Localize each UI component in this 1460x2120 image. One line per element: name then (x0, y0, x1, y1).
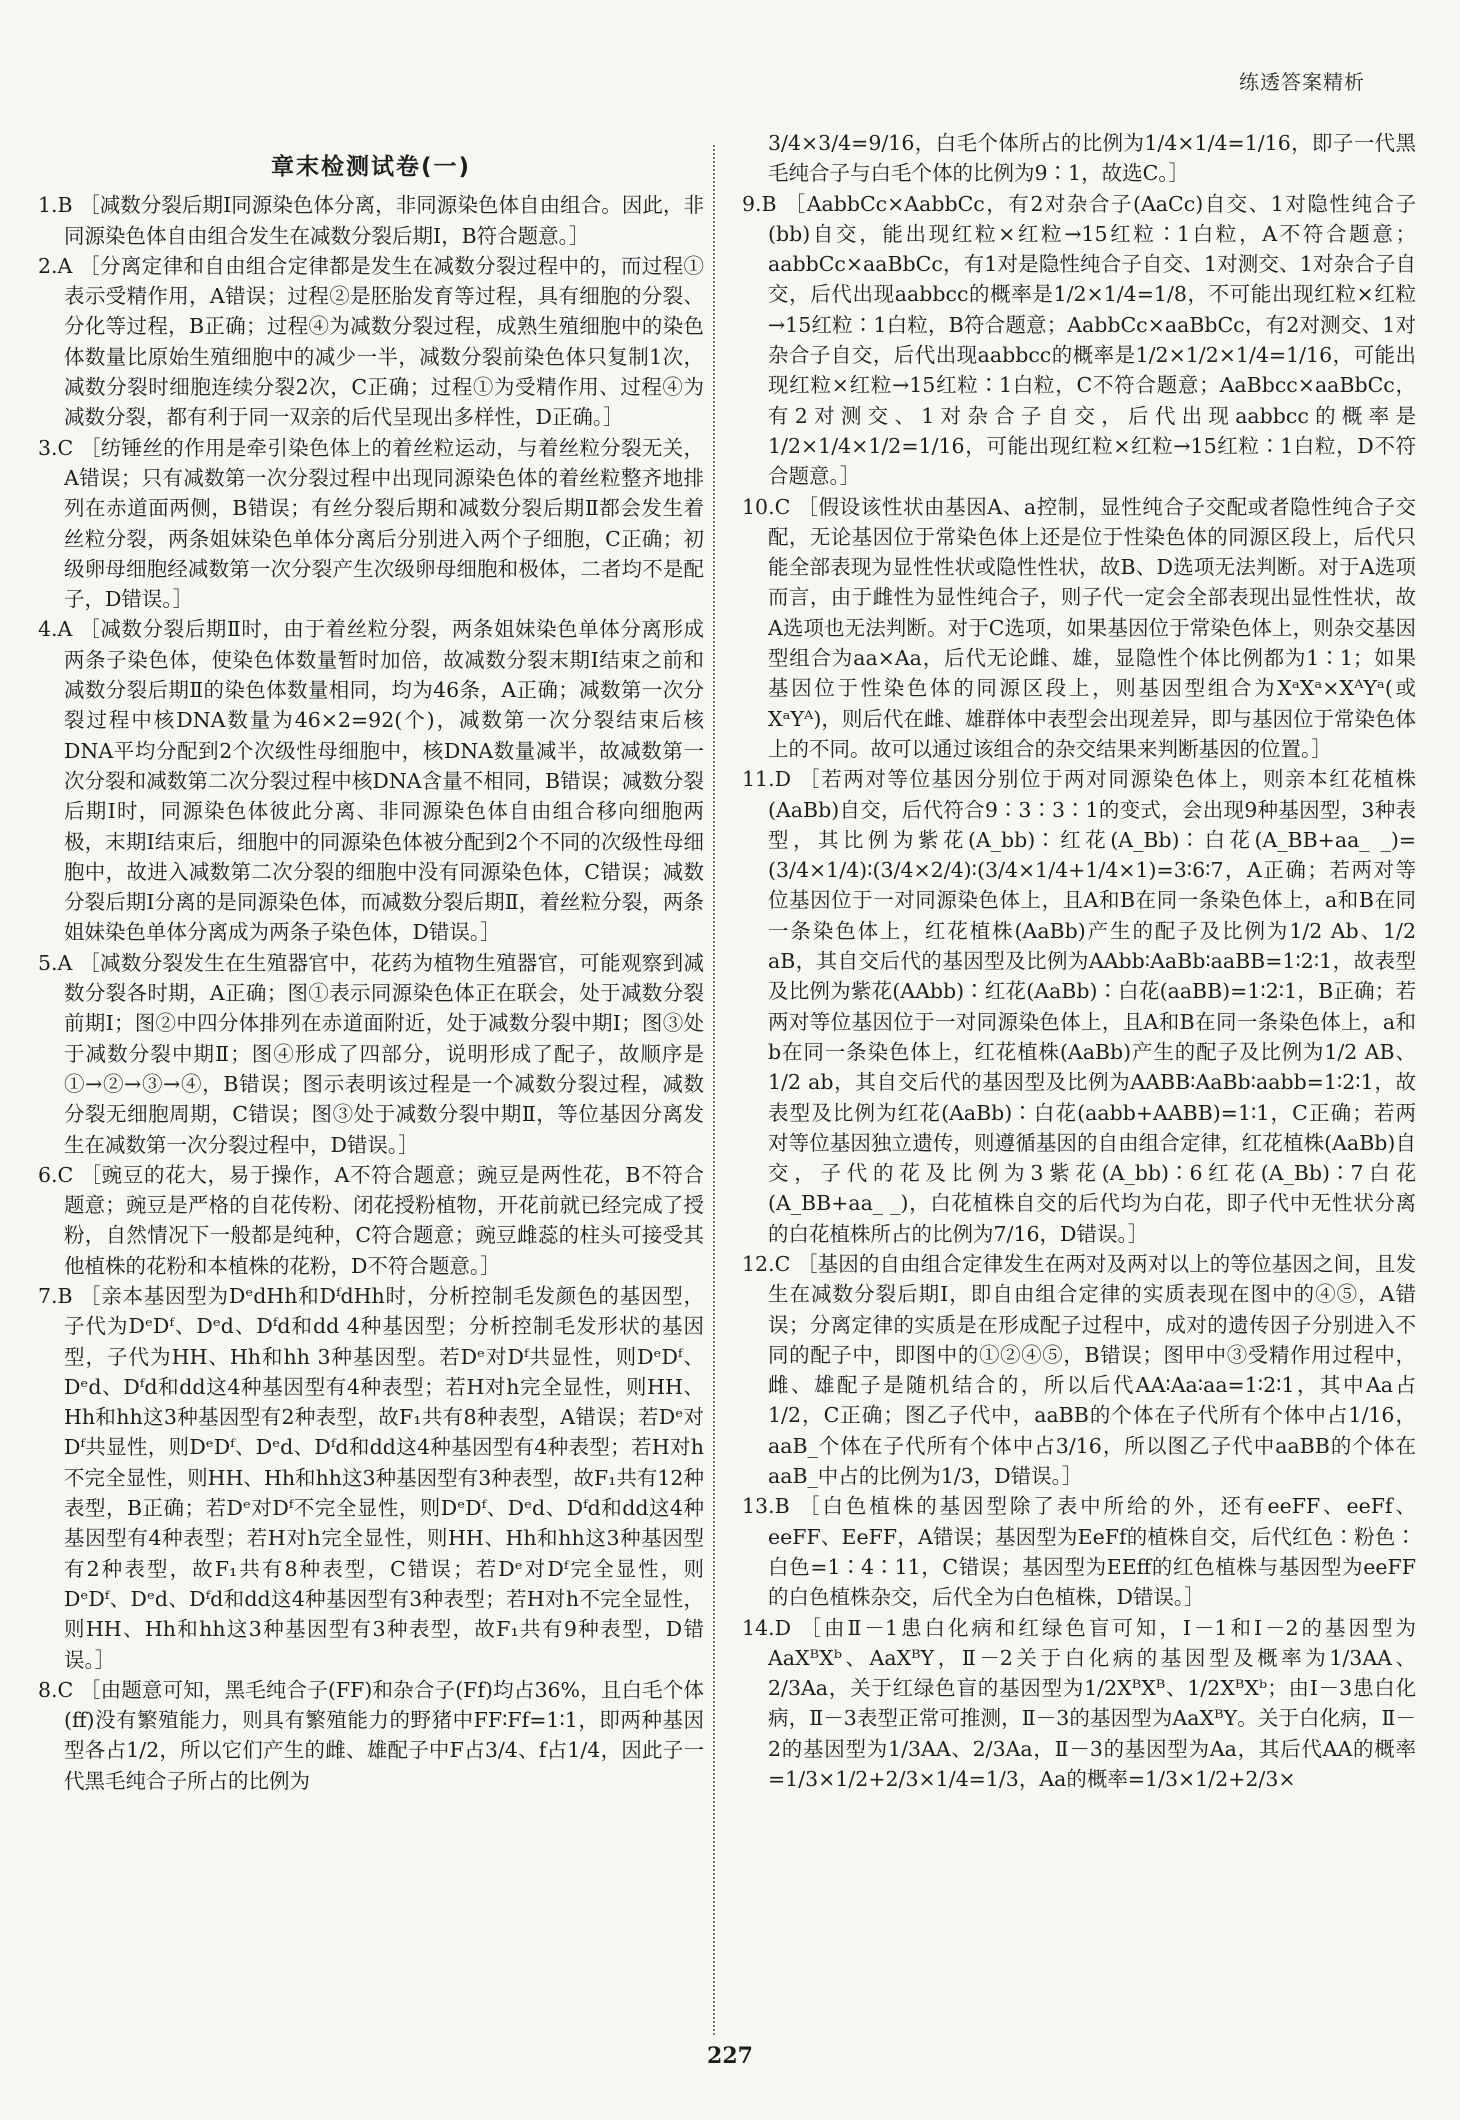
answer-item: 9.B ［AabbCc×AabbCc，有2对杂合子(AaCc)自交、1对隐性纯合子(bb)自交，能出现红粒×红粒→15红粒∶1白粒，A不符合题意；aabbCc×aaBbCc，有1对是隐性纯合子自交、1对测交、1对杂合子自交，后代出现aabbcc的概率是1/2×1/4=1/8，不可能出现红粒×红粒→15红粒∶1白粒，B符合题意；AabbCc×aaBbCc，有2对测交、1对杂合子自交，后代出现aabbcc的概率是1/2×1/2×1/4=1/16，可能出现红粒×红粒→15红粒∶1白粒，C不符合题意；AaBbcc×aaBbCc，有2对测交、1对杂合子自交，后代出现aabbcc的概率是1/2×1/4×1/2=1/16，可能出现红粒×红粒→15红粒∶1白粒，D不符合题意。］ (742, 191, 1416, 489)
answer-item: 5.A ［减数分裂发生在生殖器官中，花药为植物生殖器官，可能观察到减数分裂各时期，A正确；图①表示同源染色体正在联会，处于减数分裂前期Ⅰ；图②中四分体排列在赤道面附近，处于减数分裂中期Ⅰ；图③处于减数分裂中期Ⅱ；图④形成了四部分，说明形成了配子，故顺序是①→②→③→④，B错误；图示表明该过程是一个减数分裂过程，减数分裂无细胞周期，C错误；图③处于减数分裂中期Ⅱ，等位基因分离发生在减数第一次分裂过程中，D错误。］ (38, 950, 704, 1157)
answer-item: 1.B ［减数分裂后期Ⅰ同源染色体分离，非同源染色体自由组合。因此，非同源染色体自由组合发生在减数分裂后期Ⅰ，B符合题意。］ (38, 193, 704, 248)
answer-item: 2.A ［分离定律和自由组合定律都是发生在减数分裂过程中的，而过程①表示受精作用，A错误；过程②是胚胎发育等过程，具有细胞的分裂、分化等过程，B正确；过程④为减数分裂过程，成熟生殖细胞中的染色体数量比原始生殖细胞中的减少一半，减数分裂前染色体只复制1次，减数分裂时细胞连续分裂2次，C正确；过程①为受精作用、过程④为减数分裂，都有利于同一双亲的后代呈现出多样性，D正确。］ (38, 253, 704, 430)
answer-item: 13.B ［白色植株的基因型除了表中所给的外，还有eeFF、eeFf、eeFF、EeFF，A错误；基因型为EeFf的植株自交，后代红色∶粉色∶白色=1∶4∶11，C错误；基因型为EEff的红色植株与基因型为eeFF的白色植株杂交，后代全为白色植株，D错误。］ (742, 1494, 1416, 1610)
answer-item: 3.C ［纺锤丝的作用是牵引染色体上的着丝粒运动，与着丝粒分裂无关，A错误；只有减数第一次分裂过程中出现同源染色体的着丝粒整齐地排列在赤道面两侧，B错误；有丝分裂后期和减数分裂后期Ⅱ都会发生着丝粒分裂，两条姐妹染色单体分离后分别进入两个子细胞，C正确；初级卵母细胞经减数第一次分裂产生次级卵母细胞和极体，二者均不是配子，D错误。］ (38, 435, 704, 612)
column-divider (713, 145, 715, 2035)
answer-item: 4.A ［减数分裂后期Ⅱ时，由于着丝粒分裂，两条姐妹染色单体分离形成两条子染色体，使染色体数量暂时加倍，故减数分裂末期Ⅰ结束之前和减数分裂后期Ⅱ的染色体数量相同，均为46条，A正确；减数第一次分裂过程中核DNA数量为46×2=92(个)，减数第一次分裂结束后核DNA平均分配到2个次级性母细胞中，核DNA数量减半，故减数第一次分裂和减数第二次分裂过程中核DNA含量不相同，B错误；减数分裂后期Ⅰ时，同源染色体彼此分离、非同源染色体自由组合移向细胞两极，末期Ⅰ结束后，细胞中的同源染色体被分配到2个不同的次级性母细胞中，故进入减数第二次分裂的细胞中没有同源染色体，C错误；减数分裂后期Ⅰ分离的是同源染色体，而减数分裂后期Ⅱ，着丝粒分裂，两条姐妹染色单体分离成为两条子染色体，D错误。］ (38, 617, 704, 945)
answer-item: 8.C ［由题意可知，黑毛纯合子(FF)和杂合子(Ff)均占36%，且白毛个体(ff)没有繁殖能力，则具有繁殖能力的野猪中FF∶Ff=1∶1，即两种基因型各占1/2，所以它们产生的雌、雄配子中F占3/4、f占1/4，因此子一代黑毛纯合子所占的比例为 (38, 1677, 704, 1793)
answer-item: 11.D ［若两对等位基因分别位于两对同源染色体上，则亲本红花植株(AaBb)自交，后代符合9∶3∶3∶1的变式，会出现9种基因型，3种表型，其比例为紫花(A_bb)∶红花(A_Bb)∶白花(A_BB+aa_ _)=(3/4×1/4)∶(3/4×2/4)∶(3/4×1/4+1/4×1)=3∶6∶7，A正确；若两对等位基因位于一对同源染色体上，且A和B在同一条染色体上，a和B在同一条染色体上，红花植株(AaBb)产生的配子及比例为1/2 Ab、1/2 aB，其自交后代的基因型及比例为AAbb∶AaBb∶aaBB=1∶2∶1，故表型及比例为紫花(AAbb)∶红花(AaBb)∶白花(aaBB)=1∶2∶1，B正确；若两对等位基因位于一对同源染色体上，且A和B在同一条染色体上，a和b在同一条染色体上，红花植株(AaBb)产生的配子及比例为1/2 AB、1/2 ab，其自交后代的基因型及比例为AABB∶AaBb∶aabb=1∶2∶1，故表型及比例为红花(AaBb)∶白花(aabb+AABB)=1∶1，C正确；若两对等位基因独立遗传，则遵循基因的自由组合定律，红花植株(AaBb)自交，子代的花及比例为3紫花(A_bb)∶6红花(A_Bb)∶7白花(A_BB+aa_ _)，白花植株自交的后代均为白花，即子代中无性状分离的白花植株所占的比例为7/16，D错误。］ (742, 767, 1416, 1246)
right-column (742, 128, 1416, 2040)
page-number: 227 (707, 2043, 753, 2069)
left-column (38, 150, 704, 2040)
answer-item: 12.C ［基因的自由组合定律发生在两对及两对以上的等位基因之间，且发生在减数分裂后期Ⅰ，即自由组合定律的实质表现在图中的④⑤，A错误；分离定律的实质是在形成配子过程中，成对的遗传因子分别进入不同的配子中，即图中的①②④⑤，B错误；图甲中③受精作用过程中，雌、雄配子是随机结合的，所以后代AA∶Aa∶aa=1∶2∶1，其中Aa占1/2，C正确；图乙子代中，aaBB的个体在子代所有个体中占1/16，aaB_个体在子代所有个体中占3/16，所以图乙子代中aaBB的个体在aaB_中占的比例为1/3，D错误。］ (742, 1251, 1416, 1489)
answer-item: 7.B ［亲本基因型为DᵉdHh和DᶠdHh时，分析控制毛发颜色的基因型，子代为DᵉDᶠ、Dᵉd、Dᶠd和dd 4种基因型；分析控制毛发形状的基因型，子代为HH、Hh和hh 3种基因型。若Dᵉ对Dᶠ共显性，则DᵉDᶠ、Dᵉd、Dᶠd和dd这4种基因型有4种表型；若H对h完全显性，则HH、Hh和hh这3种基因型有2种表型，故F₁共有8种表型，A错误；若Dᵉ对Dᶠ共显性，则DᵉDᶠ、Dᵉd、Dᶠd和dd这4种基因型有4种表型；若H对h不完全显性，则HH、Hh和hh这3种基因型有3种表型，故F₁共有12种表型，B正确；若Dᵉ对Dᶠ不完全显性，则DᵉDᶠ、Dᵉd、Dᶠd和dd这4种基因型有4种表型；若H对h完全显性，则HH、Hh和hh这3种基因型有2种表型，故F₁共有8种表型，C错误；若Dᵉ对Dᶠ完全显性，则DᵉDᶠ、Dᵉd、Dᶠd和dd这4种基因型有3种表型；若H对h不完全显性，则HH、Hh和hh这3种基因型有3种表型，故F₁共有9种表型，D错误。］ (38, 1283, 704, 1672)
answer-item: 14.D ［由Ⅱ－1患白化病和红绿色盲可知，Ⅰ－1和Ⅰ－2的基因型为AaXᴮXᵇ、AaXᴮY，Ⅱ－2关于白化病的基因型及概率为1/3AA、2/3Aa，关于红绿色盲的基因型为1/2XᴮXᴮ、1/2XᴮXᵇ；由Ⅰ－3患白化病，Ⅱ－3表型正常可推测，Ⅱ－3的基因型为AaXᴮY。关于白化病，Ⅱ－2的基因型为1/3AA、2/3Aa，Ⅱ－3的基因型为Aa，其后代AA的概率=1/3×1/2+2/3×1/4=1/3，Aa的概率=1/3×1/2+2/3× (742, 1615, 1416, 1792)
answer-item: 10.C ［假设该性状由基因A、a控制，显性纯合子交配或者隐性纯合子交配，无论基因位于常染色体上还是位于性染色体的同源区段上，后代只能全部表现为显性性状或隐性性状，故B、D选项无法判断。对于A选项而言，由于雌性为显性纯合子，则子代一定会全部表现出显性性状，故A选项也无法判断。对于C选项，如果基因位于常染色体上，则杂交基因型组合为aa×Aa，后代无论雌、雄，显隐性个体比例都为1∶1；如果基因位于性染色体的同源区段上，则基因型组合为XᵃXᵃ×XᴬYᵃ(或XᵃYᴬ)，则后代在雌、雄群体中表型会出现差异，即与基因位于常染色体上的不同。故可以通过该组合的杂交结果来判断基因的位置。］ (742, 494, 1416, 761)
section-title: 章末检测试卷(一) (270, 154, 472, 180)
answer-item: 6.C ［豌豆的花大，易于操作，A不符合题意；豌豆是两性花，B不符合题意；豌豆是严格的自花传粉、闭花授粉植物，开花前就已经完成了授粉，自然情况下一般都是纯种，C符合题意；豌豆雌蕊的柱头可接受其他植株的花粉和本植株的花粉，D不符合题意。］ (38, 1162, 704, 1278)
page-header: 练透答案精析 (1239, 70, 1365, 94)
answer-item-continued: 3/4×3/4=9/16，白毛个体所占的比例为1/4×1/4=1/16，即子一代黑毛纯合子与白毛个体的比例为9∶1，故选C。］ (768, 131, 1416, 186)
